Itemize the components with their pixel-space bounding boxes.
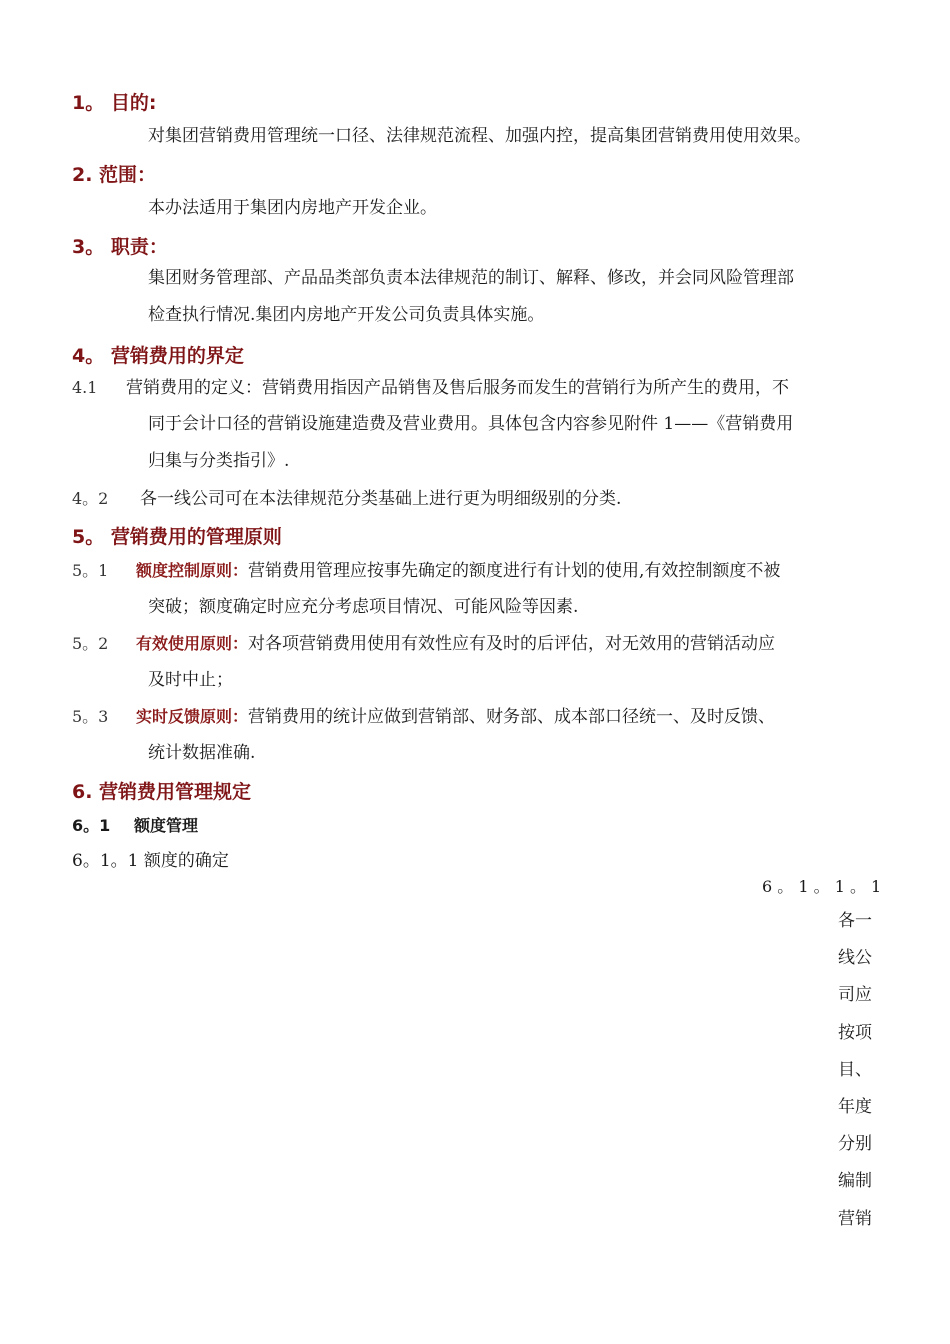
vertical-text-line: 司应 — [838, 985, 872, 1006]
vertical-text-line: 按项 — [838, 1022, 872, 1043]
section-4-item-1-line3: 归集与分类指引》. — [148, 451, 290, 471]
principle-label: 有效使用原则： — [136, 634, 249, 653]
section-5-item-2-line2: 及时中止； — [148, 670, 233, 690]
section-5-item-1-line2: 突破；额度确定时应充分考虑项目情况、可能风险等因素. — [148, 597, 579, 617]
vertical-text-line: 目、 — [838, 1059, 872, 1080]
vertical-text-line: 线公 — [838, 948, 872, 969]
section-3-body-line1: 集团财务管理部、产品品类部负责本法律规范的制订、解释、修改，并会同风险管理部 — [148, 268, 794, 288]
section-6-subsubheading: 6。1。1 额度的确定 — [72, 851, 229, 871]
section-3-body-line2: 检查执行情况.集团内房地产开发公司负责具体实施。 — [148, 305, 545, 325]
principle-label: 额度控制原则： — [136, 561, 249, 580]
section-5-heading: 5。 营销费用的管理原则 — [72, 526, 282, 548]
item-number: 5。3 — [72, 707, 109, 726]
vertical-text-line: 分别 — [838, 1134, 872, 1155]
sub-number: 6。1 — [72, 816, 111, 835]
section-6-item-number: 6 。 1 。 1 。 1 — [762, 877, 882, 896]
item-text: 营销费用的定义：营销费用指因产品销售及售后服务而发生的营销行为所产生的费用，不 — [126, 378, 789, 398]
vertical-text-column — [838, 903, 882, 1238]
item-text: 各一线公司可在本法律规范分类基础上进行更为明细级别的分类. — [140, 489, 622, 509]
section-5-item-3-line2: 统计数据准确. — [148, 743, 256, 763]
vertical-text-line: 各一 — [838, 911, 872, 931]
item-number: 5。1 — [72, 561, 109, 580]
section-1-body: 对集团营销费用管理统一口径、法律规范流程、加强内控，提高集团营销费用使用效果。 — [148, 126, 811, 146]
section-6-heading: 6. 营销费用管理规定 — [72, 781, 252, 803]
section-3-heading: 3。 职责： — [72, 236, 168, 258]
principle-label: 实时反馈原则： — [136, 707, 249, 726]
section-1-heading: 1。 目的: — [72, 92, 157, 114]
item-number: 4.1 — [72, 378, 98, 397]
section-6-subheading — [72, 807, 198, 845]
section-2-body: 本办法适用于集团内房地产开发企业。 — [148, 198, 437, 218]
section-4-item-2 — [72, 480, 621, 518]
section-4-item-1-line1 — [72, 369, 789, 407]
item-text: 营销费用管理应按事先确定的额度进行有计划的使用,有效控制额度不被 — [248, 561, 781, 581]
section-5-item-1-line1 — [72, 552, 780, 590]
section-4-item-1-line2: 同于会计口径的营销设施建造费及营业费用。具体包含内容参见附件 1——《营销费用 — [148, 414, 794, 434]
section-5-item-2-line1 — [72, 625, 775, 663]
item-number: 5。2 — [72, 634, 109, 653]
item-text: 营销费用的统计应做到营销部、财务部、成本部口径统一、及时反馈、 — [248, 707, 776, 727]
item-number: 4。2 — [72, 489, 109, 508]
vertical-text-line: 年度 — [838, 1097, 872, 1118]
item-text: 对各项营销费用使用有效性应有及时的后评估，对无效用的营销活动应 — [248, 634, 776, 654]
sub-title: 额度管理 — [134, 816, 199, 835]
section-2-heading: 2. 范围： — [72, 164, 157, 186]
section-5-item-3-line1 — [72, 698, 775, 736]
vertical-text-line: 编制 — [838, 1171, 872, 1192]
section-4-heading: 4。 营销费用的界定 — [72, 345, 244, 367]
vertical-text-line: 营销 — [838, 1208, 872, 1229]
